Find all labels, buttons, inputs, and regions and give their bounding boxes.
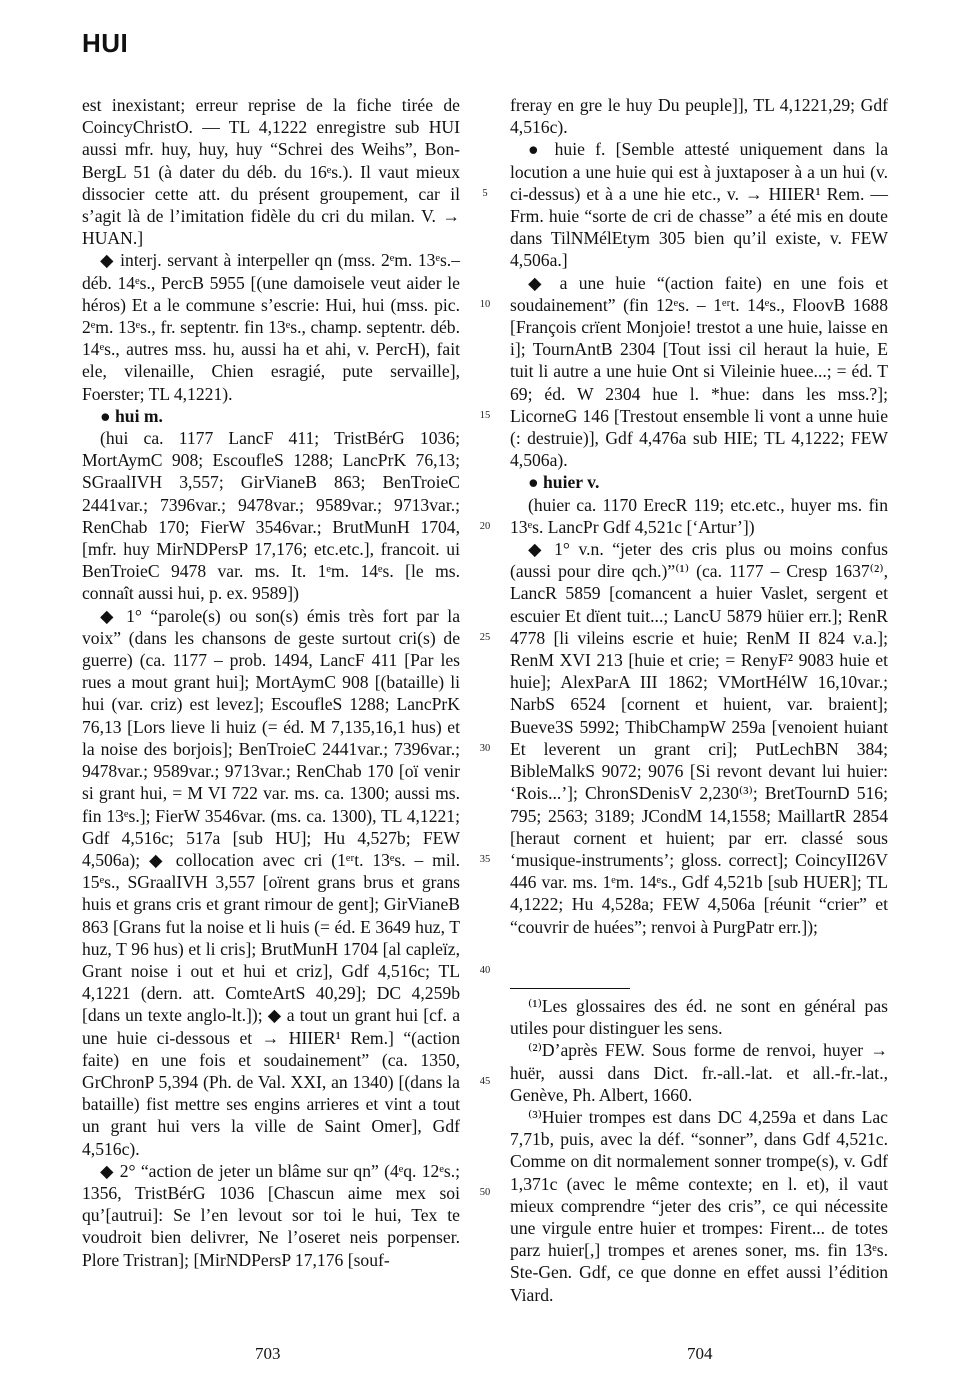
footnote-3: ⁽³⁾Huier trompes est dans DC 4,259a et dans Lac 7,71b, puis, avec la déf. “sonner”, dans Gdf 4,521c. Comme on dit normalement sonner trompe(s), v. Gdf 1,371c (avec le même contexte; en l. et), il vaut mieux comprendre “jeter des cris”, ce qui nécessite une virgule entre huier et trompes: Firent... de totes parz huier[,] trompes et arenes soner, ms. fin 13ᵉs. Ste-Gen. Gdf, ce que donne en effet aussi l’édition Viard. bbox=[510, 1107, 888, 1305]
line-number: 10 bbox=[479, 299, 491, 310]
line-number: 5 bbox=[482, 188, 488, 199]
left-paragraph-sense-2: ◆ 2° “action de jeter un blâme sur qn” (4ᵉq. 12ᵉs.; 1356, TristBérG 1036 [Chascun aime mex soi qu’[autrui]: Se l’en levout sor toi le hui, Tex te voudroit bien delivrer, Ne l’oseret neis porpenser. Plore Tristran]; [MirNDPersP 17,176 [souf- bbox=[82, 1160, 460, 1270]
page-number-left: 703 bbox=[255, 1344, 281, 1363]
line-number: 15 bbox=[479, 410, 491, 421]
line-number: 25 bbox=[479, 632, 491, 643]
right-entry-huier: ● huier v. bbox=[528, 472, 600, 493]
right-paragraph-1: freray en gre le huy Du peuple]], TL 4,1221,29; Gdf 4,516c). bbox=[510, 95, 888, 138]
page-header-title: HUI bbox=[82, 28, 129, 58]
left-entry-headword: ● hui m. bbox=[100, 405, 163, 426]
footnote-2: ⁽²⁾D’après FEW. Sous forme de renvoi, huyer → huër, aussi dans Dict. fr.-all.-lat. et all.-fr.-lat., Genève, Ph. Albert, 1660. bbox=[510, 1040, 888, 1105]
footnote-1: ⁽¹⁾Les glossaires des éd. ne sont en général pas utiles pour distinguer les sens. bbox=[510, 996, 888, 1039]
line-number: 35 bbox=[479, 854, 491, 865]
right-paragraph-huier-sense-1: ◆ 1° v.n. “jeter des cris plus ou moins confus (aussi pour dire qch.)”⁽¹⁾ (ca. 1177 – Cresp 1637⁽²⁾, LancR 5859 [comancent a huier Vaslet, sergent et escuier Et dïent tuit...; LancU 5879 hüier err.]; RenR 4778 [li vileins escrie et huie; RenM II 824 v.a.]; RenM XVI 213 [huie et crie; = RenyF² 9083 huie et huie]; AlexParA III 1862; VMortHélW 16,10var.; NarbS 6524 [cornent et huient, var. braient]; Bueve3S 5992; ThibChampW 259a [venoient huiant Et leverent un grant cri]; PutLechBN 384; BibleMalkS 9072; 9076 [Si revont devant lui huier: ‘Rois...’]; ChronSDenisV 2,230⁽³⁾; BretTournD 516; 795; 2563; 3189; JCondM 14,1558; MaillartR 2854 [heraut cornent et huient; par err. classé sous ‘musique-instruments’; gloss. correct]; CoincyII26V 446 var. ms. 1ᵉm. 14ᵉs., Gdf 4,521b [sub HUER]; TL 4,1222; Hu 4,528a; FEW 4,506a [réunit “crier” et “couvrir de huées”; renvoi à PurgPatr err.]); bbox=[510, 539, 888, 937]
left-paragraph-forms: (hui ca. 1177 LancF 411; TristBérG 1036; MortAymC 908; EscoufleS 1288; LancPrK 76,13; SGraalIVH 3,557; GirVianeB 863; BenTroieC 2441var.; 7396var.; 9478var.; 9589var.; 9713var.; RenChab 170; FierW 3546var.; BrutMunH 1704, [mfr. huy MirNDPersP 17,176; etc.etc.], francoit. ui BenTroieC 9478 var. ms. It. 1ᵉm. 14ᵉs. [le ms. connaît aussi hui, p. ex. 9589]) bbox=[82, 428, 460, 604]
line-number: 50 bbox=[479, 1187, 491, 1198]
line-number: 30 bbox=[479, 743, 491, 754]
line-number: 40 bbox=[479, 965, 491, 976]
left-column bbox=[82, 94, 460, 1271]
right-paragraph-huie-sense: ◆ a une huie “(action faite) en une fois et soudainement” (fin 12ᵉs. – 1ᵉʳt. 14ᵉs., FloovB 1688 [François crïent Monjoie! trestot a une huie, laisse en i]; TournAntB 2304 [Tout issi cil heraut la huie, E tuit li autre a une huie Ont si Vileinie huee...; = éd. T 69; éd. W 2304 hue l. *hue: dans les mss.?]; LicorneG 146 [Trestout ensemble li vont a unne huie (: destruie)], Gdf 4,476a sub HIE; TL 4,1222; FEW 4,506a). bbox=[510, 272, 888, 471]
footnote-separator bbox=[510, 988, 630, 989]
left-paragraph-1: est inexistant; erreur reprise de la fiche tirée de CoincyChristO. — TL 4,1222 enregistre sub HUI aussi mfr. huy, huy, huy “Schrei des Weihs”, Bon-BergL 51 (à dater du déb. du 16ᵉs.). Il vaut mieux dissocier cette att. du présent groupement, car il s’agit là de l’imitation fidèle du cri du milan. V. → HUAN.] bbox=[82, 95, 460, 249]
left-paragraph-sense-1: ◆ 1° “parole(s) ou son(s) émis très fort par la voix” (dans les chansons de geste surtout cri(s) de guerre) (ca. 1177 – prob. 1494, LancF 411 [Par les rues a mout grant hui]; MortAymC 908 [(bataille) li hui (var. criz) est levez]; EscoufleS 1288; LancPrK 76,13 [Lors lieve li huiz (= éd. M 7,135,16,1 hus) et la noise des borjois]; BenTroieC 2441var.; 7396var.; 9478var.; 9589var.; 9713var.; RenChab 170 [oï venir si grant hui, = M VI 722 var. ms. ca. 1300; aussi ms. fin 13ᵉs.]; FierW 3546var. (ms. ca. 1300), TL 4,1221; Gdf 4,516c; 517a [sub HU]; Hu 4,527b; FEW 4,506a); ◆ collocation avec cri (1ᵉʳt. 13ᵉs. – mil. 15ᵉs., SGraalIVH 3,557 [oïrent grans brus et grans huis et grans cris et grant rimour de gent]; GirVianeB 863 [Grans fut la noise et li huis (= éd. E 3649 huz, T huz, T 96 hus) et li cris]; BrutMunH 1704 [al capleïz, Grant noise i out et hui et criz], Gdf 4,516c; TL 4,1221 (dern. att. ComteArtS 40,29]; DC 4,259b [dans un texte anglo-lt.]); ◆ a tout un grant hui [cf. a une huie ci-dessous et → HIIER¹ Rem.] “(action faite) en une fois et soudainement” (ca. 1350, GrChronP 5,394 (Ph. de Val. XXI, an 1340) [(dans la bataille) fist mettre ses engins arrieres et vint a tout un grant hui vers la ville de Saint Omer], Gdf 4,516c). bbox=[82, 605, 460, 1159]
line-number: 45 bbox=[479, 1076, 491, 1087]
right-paragraph-huier-forms: (huier ca. 1170 ErecR 119; etc.etc., huyer ms. fin 13ᵉs. LancPr Gdf 4,521c [‘Artur’]) bbox=[510, 494, 888, 537]
left-paragraph-2: ◆ interj. servant à interpeller qn (mss. 2ᵉm. 13ᵉs.–déb. 14ᵉs., PercB 5955 [(une damoisele veut aider le héros) Et a le commune s’escrie: Hui, hui (mss. pic. 2ᵉm. 13ᵉs., fr. septentr. fin 13ᵉs., champ. septentr. déb. 14ᵉs., autres mss. hu, aussi ha et ahi, v. PercH), fait ele, vilenaille, Chien esragié, pute servaille], Foerster; TL 4,1221). bbox=[82, 250, 460, 404]
page-number-right: 704 bbox=[687, 1344, 713, 1363]
footnotes bbox=[510, 995, 888, 1306]
right-entry-huie: ● huie f. [Semble attesté uniquement dans la locution a une huie qui est à juxtaposer à a un hui (v. ci-dessus) et à a une hie etc., v. → HIIER¹ Rem. — Frm. huie “sorte de cri de chasse” a été mis en doute dans TilNMélEtym 305 bien qu’il existe, v. FEW 4,506a.] bbox=[510, 139, 888, 271]
line-number: 20 bbox=[479, 521, 491, 532]
right-column bbox=[510, 94, 888, 938]
